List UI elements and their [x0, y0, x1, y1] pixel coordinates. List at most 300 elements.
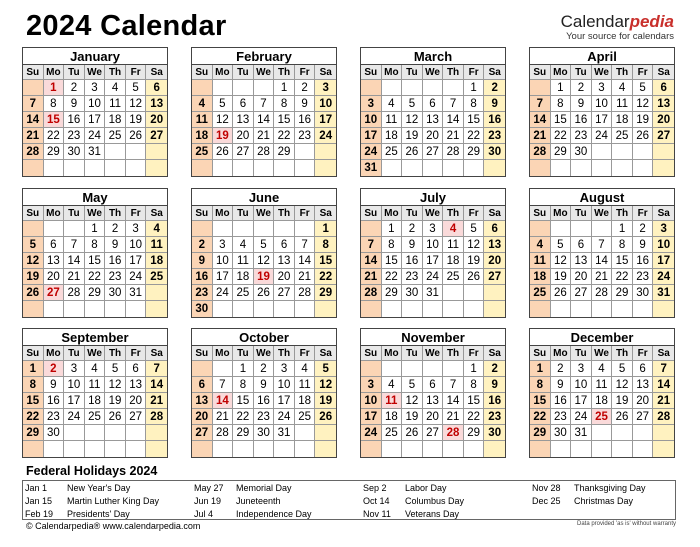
weekday-header: Th	[443, 346, 464, 361]
weekday-header: Fr	[464, 346, 485, 361]
weekday-header: Mo	[213, 346, 234, 361]
holiday-column	[194, 482, 312, 521]
day-cell: 2	[254, 361, 275, 377]
day-cell: 25	[233, 285, 254, 301]
empty-cell	[44, 301, 65, 317]
empty-cell	[612, 301, 633, 317]
day-cell: 14	[592, 253, 613, 269]
weekday-header: Sa	[146, 346, 167, 361]
day-cell: 12	[633, 96, 654, 112]
empty-cell	[571, 441, 592, 457]
empty-cell	[105, 160, 126, 176]
empty-cell	[105, 441, 126, 457]
day-cell: 9	[44, 377, 65, 393]
day-cell: 16	[571, 112, 592, 128]
day-cell: 17	[653, 253, 674, 269]
day-cell: 29	[44, 144, 65, 160]
empty-cell	[146, 160, 167, 176]
day-cell: 2	[484, 361, 505, 377]
day-cell: 18	[382, 128, 403, 144]
holiday-date: Dec 25	[532, 496, 561, 506]
holiday-row	[194, 508, 312, 521]
weekday-header: Sa	[653, 65, 674, 80]
day-cell: 21	[443, 409, 464, 425]
weekday-header: Su	[23, 206, 44, 221]
day-cell: 24	[274, 409, 295, 425]
holiday-name: Thanksgiving Day	[574, 483, 646, 493]
month-september	[22, 328, 168, 458]
weekday-header: We	[85, 65, 106, 80]
day-cell: 29	[315, 285, 336, 301]
day-cell: 15	[464, 393, 485, 409]
day-cell: 16	[44, 393, 65, 409]
day-cell: 2	[402, 221, 423, 237]
empty-cell	[213, 441, 234, 457]
weekday-header: We	[254, 65, 275, 80]
holiday-date: Jun 19	[194, 496, 222, 506]
holiday-name: Juneteenth	[236, 496, 281, 506]
weekday-header: Th	[105, 206, 126, 221]
day-cell: 31	[423, 285, 444, 301]
weekday-header: Fr	[126, 346, 147, 361]
weekday-header: Sa	[653, 206, 674, 221]
day-cell: 11	[530, 253, 551, 269]
weekday-header: We	[85, 206, 106, 221]
month-august	[529, 188, 675, 318]
weekday-header: We	[592, 206, 613, 221]
day-cell: 20	[571, 269, 592, 285]
day-cell: 28	[213, 425, 234, 441]
day-cell: 4	[105, 80, 126, 96]
day-cell: 5	[402, 96, 423, 112]
day-cell: 26	[315, 409, 336, 425]
day-cell: 28	[254, 144, 275, 160]
empty-cell	[612, 160, 633, 176]
day-cell: 17	[213, 269, 234, 285]
empty-cell	[633, 441, 654, 457]
weekday-header: Sa	[484, 346, 505, 361]
weekday-header: Fr	[295, 65, 316, 80]
day-cell: 13	[274, 253, 295, 269]
empty-cell	[274, 441, 295, 457]
month-name: August	[530, 189, 674, 206]
empty-cell	[530, 221, 551, 237]
day-cell: 13	[233, 112, 254, 128]
empty-cell	[126, 441, 147, 457]
empty-cell	[361, 221, 382, 237]
weekday-header: We	[423, 346, 444, 361]
holiday-row	[194, 482, 312, 495]
day-cell: 20	[233, 128, 254, 144]
weekday-header: Tu	[64, 65, 85, 80]
empty-cell	[423, 301, 444, 317]
empty-cell	[64, 221, 85, 237]
day-cell: 12	[126, 96, 147, 112]
day-cell: 11	[382, 393, 403, 409]
day-cell: 11	[85, 377, 106, 393]
day-cell: 15	[530, 393, 551, 409]
day-cell: 15	[23, 393, 44, 409]
day-cell: 10	[361, 112, 382, 128]
day-cell: 22	[382, 269, 403, 285]
holiday-date: Sep 2	[363, 483, 387, 493]
day-cell: 27	[633, 409, 654, 425]
day-cell: 27	[484, 269, 505, 285]
empty-cell	[192, 160, 213, 176]
day-cell: 30	[633, 285, 654, 301]
day-cell: 26	[126, 128, 147, 144]
day-cell: 8	[23, 377, 44, 393]
empty-cell	[653, 301, 674, 317]
brand-logo[interactable]	[561, 12, 674, 42]
day-cell: 30	[254, 425, 275, 441]
day-cell: 22	[23, 409, 44, 425]
empty-cell	[423, 80, 444, 96]
day-cell: 15	[274, 112, 295, 128]
day-cell: 5	[402, 377, 423, 393]
empty-cell	[402, 80, 423, 96]
day-cell: 27	[653, 128, 674, 144]
empty-cell	[64, 301, 85, 317]
day-cell: 25	[530, 285, 551, 301]
day-cell: 29	[274, 144, 295, 160]
day-cell: 20	[423, 128, 444, 144]
day-cell: 23	[551, 409, 572, 425]
day-cell: 14	[361, 253, 382, 269]
day-cell: 15	[464, 112, 485, 128]
day-cell: 1	[233, 361, 254, 377]
weekday-header: Th	[443, 65, 464, 80]
weekday-header: Sa	[146, 206, 167, 221]
day-cell: 14	[213, 393, 234, 409]
empty-cell	[443, 361, 464, 377]
day-cell: 24	[315, 128, 336, 144]
day-cell: 8	[233, 377, 254, 393]
empty-cell	[551, 441, 572, 457]
holiday-row	[194, 495, 312, 508]
day-cell: 4	[146, 221, 167, 237]
day-cell: 25	[295, 409, 316, 425]
weekday-header: Mo	[551, 346, 572, 361]
empty-cell	[402, 361, 423, 377]
day-cell: 4	[192, 96, 213, 112]
day-cell: 24	[361, 144, 382, 160]
weekday-header: Su	[361, 346, 382, 361]
empty-cell	[146, 285, 167, 301]
day-cell: 1	[464, 80, 485, 96]
day-cell: 28	[653, 409, 674, 425]
empty-cell	[64, 160, 85, 176]
day-cell: 1	[464, 361, 485, 377]
holiday-name: Christmas Day	[574, 496, 634, 506]
empty-cell	[85, 441, 106, 457]
weekday-header: Fr	[633, 65, 654, 80]
empty-cell	[23, 441, 44, 457]
footer-copyright[interactable]: © Calendarpedia® www.calendarpedia.com	[26, 521, 201, 531]
day-cell: 1	[85, 221, 106, 237]
holiday-date: Jan 1	[25, 483, 48, 493]
day-cell: 14	[295, 253, 316, 269]
month-october	[191, 328, 337, 458]
weekday-header: Fr	[126, 206, 147, 221]
day-cell: 12	[23, 253, 44, 269]
weekday-header: Su	[361, 206, 382, 221]
day-cell: 30	[402, 285, 423, 301]
day-cell: 5	[254, 237, 275, 253]
holiday-row	[25, 482, 159, 495]
day-cell: 3	[315, 80, 336, 96]
day-cell: 4	[592, 361, 613, 377]
day-cell: 18	[443, 253, 464, 269]
day-cell: 11	[192, 112, 213, 128]
holiday-name: Martin Luther King Day	[67, 496, 160, 506]
weekday-header: Tu	[233, 65, 254, 80]
month-november	[360, 328, 506, 458]
empty-cell	[146, 425, 167, 441]
day-cell: 31	[126, 285, 147, 301]
day-cell: 25	[592, 409, 613, 425]
holiday-name: Columbus Day	[405, 496, 465, 506]
day-cell: 17	[423, 253, 444, 269]
day-cell: 16	[484, 112, 505, 128]
day-cell: 14	[64, 253, 85, 269]
day-cell: 17	[315, 112, 336, 128]
empty-cell	[443, 80, 464, 96]
day-cell: 17	[592, 112, 613, 128]
day-cell: 22	[464, 409, 485, 425]
weekday-header: Th	[612, 346, 633, 361]
day-cell: 19	[315, 393, 336, 409]
day-cell: 18	[612, 112, 633, 128]
day-cell: 1	[612, 221, 633, 237]
empty-cell	[23, 160, 44, 176]
empty-cell	[382, 361, 403, 377]
day-cell: 6	[126, 361, 147, 377]
empty-cell	[530, 441, 551, 457]
weekday-header: Mo	[551, 206, 572, 221]
day-cell: 7	[254, 96, 275, 112]
day-cell: 21	[443, 128, 464, 144]
day-cell: 11	[612, 96, 633, 112]
day-cell: 16	[254, 393, 275, 409]
day-cell: 24	[592, 128, 613, 144]
day-cell: 19	[633, 112, 654, 128]
day-cell: 9	[551, 377, 572, 393]
empty-cell	[213, 160, 234, 176]
weekday-header: Th	[274, 346, 295, 361]
day-cell: 20	[44, 269, 65, 285]
day-cell: 17	[571, 393, 592, 409]
day-cell: 8	[464, 377, 485, 393]
day-cell: 24	[423, 269, 444, 285]
empty-cell	[633, 301, 654, 317]
day-cell: 13	[192, 393, 213, 409]
empty-cell	[23, 301, 44, 317]
day-cell: 29	[233, 425, 254, 441]
holiday-column	[532, 482, 646, 508]
empty-cell	[254, 80, 275, 96]
day-cell: 7	[64, 237, 85, 253]
day-cell: 31	[85, 144, 106, 160]
weekday-header: Su	[23, 65, 44, 80]
weekday-header: We	[423, 206, 444, 221]
day-cell: 12	[315, 377, 336, 393]
day-cell: 23	[402, 269, 423, 285]
empty-cell	[315, 441, 336, 457]
empty-cell	[126, 160, 147, 176]
day-cell: 8	[44, 96, 65, 112]
day-cell: 2	[633, 221, 654, 237]
day-cell: 23	[254, 409, 275, 425]
day-cell: 29	[382, 285, 403, 301]
day-cell: 8	[382, 237, 403, 253]
day-cell: 19	[105, 393, 126, 409]
day-cell: 5	[23, 237, 44, 253]
weekday-header: Su	[192, 65, 213, 80]
day-cell: 12	[402, 393, 423, 409]
day-cell: 2	[484, 80, 505, 96]
empty-cell	[633, 425, 654, 441]
day-cell: 25	[382, 425, 403, 441]
weekday-header: Mo	[213, 206, 234, 221]
day-cell: 3	[126, 221, 147, 237]
day-cell: 8	[551, 96, 572, 112]
weekday-header: Mo	[213, 65, 234, 80]
day-cell: 11	[443, 237, 464, 253]
day-cell: 31	[361, 160, 382, 176]
empty-cell	[571, 221, 592, 237]
month-july	[360, 188, 506, 318]
day-cell: 19	[464, 253, 485, 269]
day-cell: 1	[23, 361, 44, 377]
day-cell: 16	[295, 112, 316, 128]
day-cell: 16	[633, 253, 654, 269]
empty-cell	[464, 160, 485, 176]
weekday-header: Tu	[64, 206, 85, 221]
holidays-title: Federal Holidays 2024	[26, 464, 158, 478]
day-cell: 16	[192, 269, 213, 285]
day-cell: 6	[233, 96, 254, 112]
weekday-header: Mo	[551, 65, 572, 80]
empty-cell	[443, 441, 464, 457]
day-cell: 8	[612, 237, 633, 253]
day-cell: 15	[44, 112, 65, 128]
empty-cell	[105, 144, 126, 160]
day-cell: 21	[23, 128, 44, 144]
month-name: May	[23, 189, 167, 206]
day-cell: 29	[23, 425, 44, 441]
day-cell: 21	[295, 269, 316, 285]
weekday-header: Th	[105, 65, 126, 80]
day-cell: 9	[402, 237, 423, 253]
month-name: September	[23, 329, 167, 346]
empty-cell	[361, 361, 382, 377]
day-cell: 22	[464, 128, 485, 144]
holiday-date: Nov 28	[532, 483, 561, 493]
empty-cell	[443, 285, 464, 301]
day-cell: 20	[274, 269, 295, 285]
holiday-column	[363, 482, 464, 521]
holiday-row	[363, 508, 464, 521]
day-cell: 17	[85, 112, 106, 128]
month-name: March	[361, 48, 505, 65]
day-cell: 8	[464, 96, 485, 112]
empty-cell	[146, 144, 167, 160]
day-cell: 20	[653, 112, 674, 128]
empty-cell	[233, 160, 254, 176]
day-cell: 25	[192, 144, 213, 160]
day-cell: 4	[295, 361, 316, 377]
day-cell: 9	[295, 96, 316, 112]
day-cell: 23	[192, 285, 213, 301]
empty-cell	[126, 144, 147, 160]
day-cell: 12	[213, 112, 234, 128]
day-cell: 8	[315, 237, 336, 253]
weekday-header: Th	[443, 206, 464, 221]
month-name: October	[192, 329, 336, 346]
weekday-header: Tu	[233, 206, 254, 221]
day-cell: 18	[233, 269, 254, 285]
empty-cell	[423, 361, 444, 377]
day-cell: 26	[254, 285, 275, 301]
weekday-header: Mo	[44, 206, 65, 221]
day-cell: 9	[192, 253, 213, 269]
empty-cell	[592, 301, 613, 317]
empty-cell	[592, 160, 613, 176]
day-cell: 29	[85, 285, 106, 301]
day-cell: 29	[464, 144, 485, 160]
day-cell: 2	[44, 361, 65, 377]
empty-cell	[126, 425, 147, 441]
day-cell: 29	[551, 144, 572, 160]
day-cell: 4	[85, 361, 106, 377]
day-cell: 10	[213, 253, 234, 269]
day-cell: 7	[443, 377, 464, 393]
weekday-header: Sa	[315, 206, 336, 221]
empty-cell	[361, 80, 382, 96]
day-cell: 9	[105, 237, 126, 253]
empty-cell	[23, 221, 44, 237]
day-cell: 16	[105, 253, 126, 269]
day-cell: 15	[315, 253, 336, 269]
empty-cell	[484, 285, 505, 301]
weekday-header: Fr	[126, 65, 147, 80]
day-cell: 26	[402, 425, 423, 441]
weekday-header: Sa	[315, 65, 336, 80]
empty-cell	[213, 221, 234, 237]
day-cell: 22	[85, 269, 106, 285]
day-cell: 23	[484, 128, 505, 144]
day-cell: 25	[612, 128, 633, 144]
weekday-header: Su	[361, 65, 382, 80]
day-cell: 24	[213, 285, 234, 301]
empty-cell	[213, 301, 234, 317]
day-cell: 24	[361, 425, 382, 441]
day-cell: 28	[592, 285, 613, 301]
empty-cell	[85, 301, 106, 317]
day-cell: 25	[146, 269, 167, 285]
day-cell: 29	[530, 425, 551, 441]
day-cell: 10	[64, 377, 85, 393]
empty-cell	[295, 301, 316, 317]
day-cell: 13	[571, 253, 592, 269]
weekday-header: Sa	[484, 206, 505, 221]
day-cell: 27	[423, 425, 444, 441]
day-cell: 14	[443, 393, 464, 409]
day-cell: 17	[126, 253, 147, 269]
empty-cell	[382, 301, 403, 317]
day-cell: 28	[530, 144, 551, 160]
